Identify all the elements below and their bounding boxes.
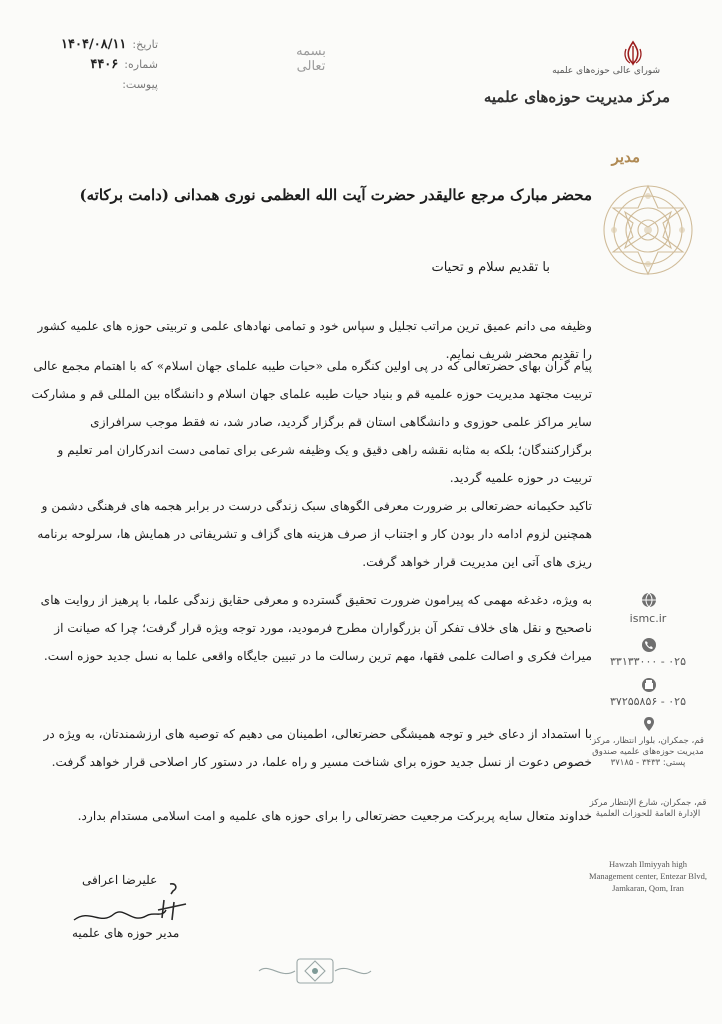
iran-emblem-icon (622, 40, 644, 66)
website: ismc.ir (629, 612, 667, 625)
address-persian: قم، جمکران، بلوار انتظار، مرکز مدیریت حوزه‌های علمیه صندوق پستی: ۳۴۳۳ - ۳۷۱۸۵ (592, 736, 704, 768)
date-label: تاریخ: (132, 37, 158, 51)
number-value: ۴۴۰۶ (90, 56, 119, 72)
paragraph-2: پیام گران بهای حضرتعالی که در پی اولین کنگره ملی «حیات طیبه علمای جهان اسلام» که با اهتمام مجمع عالی تربیت مجتهد مدیریت حوزه علمیه قم و بنیاد حیات طیبه علمای جهان اسلام و دانشگاه بین المللی قم و مشارکت سایر مراکز علمی حوزوی و دانشگاهی استان قم برگزار گردید، صادر شد، نه فقط موجب سرافرازی برگزارکنندگان؛ بلکه به مثابه نقشه راهی دقیق و یک وظیفه شرعی برای تمامی دست اندرکاران امر تعلیم و تربیت در حوزه علمیه گردید. (31, 359, 592, 485)
arabesque-ornament-icon (593, 178, 703, 283)
paragraph-1: وظیفه می دانم عمیق ترین مراتب تجلیل و سپاس خود و تمامی نهادهای علمی و تربیتی حوزه های علمیه کشور را تقدیم محضر شریف نمایم. (37, 319, 592, 361)
location-pin-icon (641, 716, 657, 732)
bismillah-mark: بسمه تعالی (296, 44, 326, 74)
signer-name: علیرضا اعرافی (82, 873, 158, 887)
address-english: Hawzah Ilmiyyah high Management center, Entezar Blvd, Jamkaran, Qom, Iran (589, 859, 707, 893)
paragraph-6: خداوند متعال سایه پربرکت مرجعیت حضرتعالی را برای حوزه های علمیه و امت اسلامی مستدام بدارد. (77, 809, 592, 823)
fax-icon (641, 677, 657, 693)
attachment-row (8, 74, 158, 94)
addressee: محضر مبارک مرجع عالیقدر حضرت آیت الله العظمی نوری همدانی (دامت برکاته) (79, 186, 592, 204)
signer-title: مدیر حوزه های علمیه (72, 926, 180, 940)
date-value: ۱۴۰۴/۰۸/۱۱ (61, 36, 127, 52)
globe-icon (641, 592, 657, 608)
number-row (8, 54, 158, 74)
attachment-label: پیوست: (122, 77, 158, 91)
footer-ornament-icon (255, 956, 375, 986)
phone-icon (641, 637, 657, 653)
number-label: شماره: (124, 57, 158, 71)
paragraph-3: تاکید حکیمانه حضرتعالی بر ضرورت معرفی الگوهای سبک زندگی درست در برابر هجمه های فرهنگی دشمن و همچنین لزوم ادامه دار بودن کار و اجتناب از صرف هزینه های گزاف و تشریفاتی در همایش ها، سرلوحه برنامه ریزی های آتی این مدیریت قرار خواهد گرفت. (37, 499, 592, 569)
greeting: با تقدیم سلام و تحیات (431, 260, 550, 275)
address-arabic: قم، جمکران، شارع الإنتظار مرکز الإدارة العامة للحوزات العلمیة (589, 798, 707, 819)
sender-role: مدیر (611, 148, 640, 166)
center-name: مرکز مدیریت حوزه‌های علمیه (483, 88, 670, 106)
paragraph-4: به ویژه، دغدغه مهمی که پیرامون ضرورت تحقیق گسترده و معرفی حقایق زندگی علما، با پرهیز از روایت های ناصحیح و نقل های خلاف تفکر آن بزرگواران مطرح فرمودید، مورد توجه ویژه قرار گرفت؛ چرا که صیانت از میراث فکری و اصالت علمی فقها، مهم ترین رسالت ما در تبیین جایگاه واقعی علما به نسل جدید حوزه است. (40, 593, 592, 663)
date-row (8, 34, 158, 54)
council-name: شورای عالی حوزه‌های علمیه (552, 66, 660, 76)
letter-metadata (8, 34, 158, 94)
fax-number: ۰۲۵ - ۳۷۲۵۵۸۵۶ (610, 695, 686, 708)
paragraph-5: با استمداد از دعای خیر و توجه همیشگی حضرتعالی، اطمینان می دهیم که توصیه های ارزشمندتان، به ویژه در خصوص دعوت از نسل جدید حوزه برای شناخت مسیر و راه علما، در دستور کار اصلاحی قرار خواهد گرفت. (43, 727, 592, 769)
phone-number: ۰۲۵ - ۳۳۱۳۳۰۰۰ (610, 655, 686, 668)
